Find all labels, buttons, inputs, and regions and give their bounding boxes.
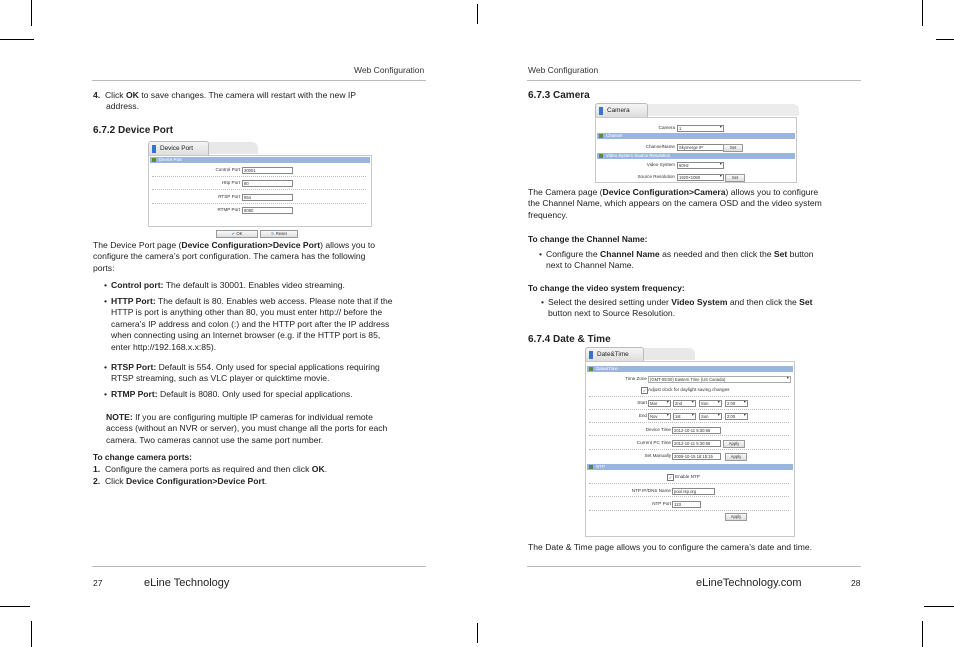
footer-brand: eLine Technology [144,577,230,589]
rtmp-port-label: RTMP Port [217,207,240,212]
crop-mark [924,606,954,607]
pc-time-label: Current PC Time [636,440,671,445]
crop-mark [922,621,923,647]
date-time-paragraph: The Date & Time page allows you to configure the camera’s date and time. [528,542,813,552]
time-zone-label: Time Zone [625,376,647,381]
crop-mark [31,0,32,26]
crop-mark [0,606,30,607]
step-4: 4. Click OK to save changes. The camera will restart with the new IP [93,90,357,100]
video-system-label: Video System [646,162,675,167]
crop-mark [31,621,32,647]
start-week-select[interactable]: 2nd ▾ [673,400,696,407]
rtsp-port-label: RTSP Port [218,194,240,199]
camera-paragraph: The Camera page (Device Configuration>Camera) allows you to configure the Channel Name, which appears on the camera OSD and the video system frequency. [528,187,822,220]
bullet-channel-name: • Configure the Channel Name as needed and then click the Set button next to Channel Name. [539,249,814,271]
dst-label: Adjust clock for daylight saving changes [648,387,730,392]
change-ports-heading: To change camera ports: [93,452,192,462]
set-resolution-button[interactable]: Set [725,174,745,182]
bullet-http-port: • HTTP Port: The default is 80. Enables web access. Please note that if the HTTP is port is anything other than 80, you must enter http:// before the camera’s IP address and colon (:) and the HTTP port after the IP address when connecting using an Internet browser (e.g. if the HTTP port is 85, enter http://192.168.x.x:85). [104,296,393,352]
channel-name-heading: To change the Channel Name: [528,234,648,244]
ntp-name-label: NTP IP/DNS Name [631,488,671,493]
channel-bar: Channel [597,133,795,139]
section-title-date-time: 6.7.4 Date & Time [528,334,611,345]
bullet-control-port: • Control port: The default is 30001. Enables video streaming. [104,280,345,290]
control-port-input[interactable]: 30001 [242,167,293,174]
channel-name-input[interactable]: Skymerge IP [677,144,724,151]
channel-name-label: ChannelName [645,144,675,149]
ntp-enable-label: Enable NTP [675,474,700,479]
footer-rule [92,566,426,567]
crop-mark [936,39,954,40]
page-header: Web Configuration [528,65,599,75]
section-bar: Device Port [150,157,370,163]
page-header: Web Configuration [354,65,425,75]
apply-pc-time-button[interactable]: Apply [723,440,745,448]
section-title-camera: 6.7.3 Camera [528,90,590,101]
camera-select[interactable]: 1 ▾ [677,125,724,132]
tab-device-port[interactable]: Device Port [148,141,209,156]
bullet-rtsp-port: • RTSP Port: Default is 554. Only used for special applications requiring RTSP streaming, such as VLC player or quicktime movie. [104,362,380,384]
time-zone-select[interactable]: (GMT-05:00) Eastern Time (US Canada) ▾ [648,376,791,383]
ok-button[interactable]: ✔ OK [216,230,258,238]
apply-manual-button[interactable]: Apply [725,453,747,461]
ntp-port-label: NTP Port [652,501,671,506]
device-port-paragraph: The Device Port page (Device Configuration>Device Port) allows you to configure the camera’s port configuration. The camera has the following ports: [93,240,376,273]
step-1: 1. Configure the camera ports as required and then click OK. [93,464,328,474]
ntp-port-input[interactable]: 123 [672,501,701,508]
dst-checkbox[interactable]: ✓ [642,388,647,393]
footer-rule [527,566,861,567]
tab-date-time[interactable]: Date&Time [585,347,644,362]
bullet-rtmp-port: • RTMP Port: Default is 8080. Only used for special applications. [104,389,353,399]
end-month-select[interactable]: Nov ▾ [648,413,671,420]
footer-website: eLineTechnology.com [696,577,802,589]
check-icon: ✔ [231,231,236,236]
page-number: 28 [851,578,861,588]
crop-mark [12,39,34,40]
crop-mark [922,0,923,26]
camera-screenshot [595,103,797,183]
end-day-select[interactable]: Sun ▾ [699,413,722,420]
step-2: 2. Click Device Configuration>Device Port. [93,476,268,486]
page-number: 27 [93,578,103,588]
start-day-select[interactable]: Sun ▾ [699,400,722,407]
end-week-select[interactable]: 1st ▾ [673,413,696,420]
reset-button[interactable]: ↻ Reset [260,230,298,238]
note: NOTE: If you are configuring multiple IP cameras for individual remote access (without an NVR or server), you must change all the ports for each camera. Two cameras cannot use the same port number. [106,412,388,445]
set-manually-input[interactable]: 2009-10-15 16:15:15 [672,453,721,460]
set-channel-button[interactable]: Set [723,144,743,152]
http-port-input[interactable]: 80 [242,180,293,187]
ntp-checkbox[interactable]: ✓ [668,475,673,480]
video-system-select[interactable]: 60Hz ▾ [677,162,724,169]
ntp-bar: NTP [587,464,793,470]
header-rule [92,80,426,81]
video-system-bar: Video System Source Resolution [597,153,795,159]
control-port-label: Control Port [215,167,240,172]
refresh-icon: ↻ [271,231,275,236]
set-manually-label: Set Manually [644,453,671,458]
rtsp-port-input[interactable]: 554 [242,194,293,201]
end-time-select[interactable]: 2:00 ▾ [725,413,748,420]
source-resolution-label: Source Resolution [637,174,675,179]
step-4-line2: address. [106,101,139,111]
http-port-label: Http Port [221,180,240,185]
crop-mark [477,623,478,643]
source-resolution-select[interactable]: 1920×1080 ▾ [677,174,724,181]
ntp-name-input[interactable]: pool.ntp.org [672,488,715,495]
pc-time-value: 2012-10-11 5:30:56 [672,440,721,447]
bullet-frequency: • Select the desired setting under Video System and then click the Set button next to Source Resolution. [541,297,813,319]
camera-label: Camera [658,125,675,130]
date-time-screenshot [585,347,795,537]
tab-camera[interactable]: Camera [595,103,648,118]
frequency-heading: To change the video system frequency: [528,283,685,293]
header-rule [527,80,861,81]
crop-mark [477,4,478,24]
device-time-value: 2012-10-11 5:30:56 [672,427,721,434]
section-title-device-port: 6.7.2 Device Port [93,125,174,136]
device-port-screenshot [148,141,372,239]
start-time-select[interactable]: 2:00 ▾ [725,400,748,407]
end-label: End [638,413,647,418]
date-time-bar: Date&Time [587,366,793,372]
apply-ntp-button[interactable]: Apply [725,513,747,521]
rtmp-port-input[interactable]: 8080 [242,207,293,214]
device-time-label: Device Time [645,427,671,432]
start-month-select[interactable]: Mar ▾ [648,400,671,407]
start-label: Start [637,400,647,405]
